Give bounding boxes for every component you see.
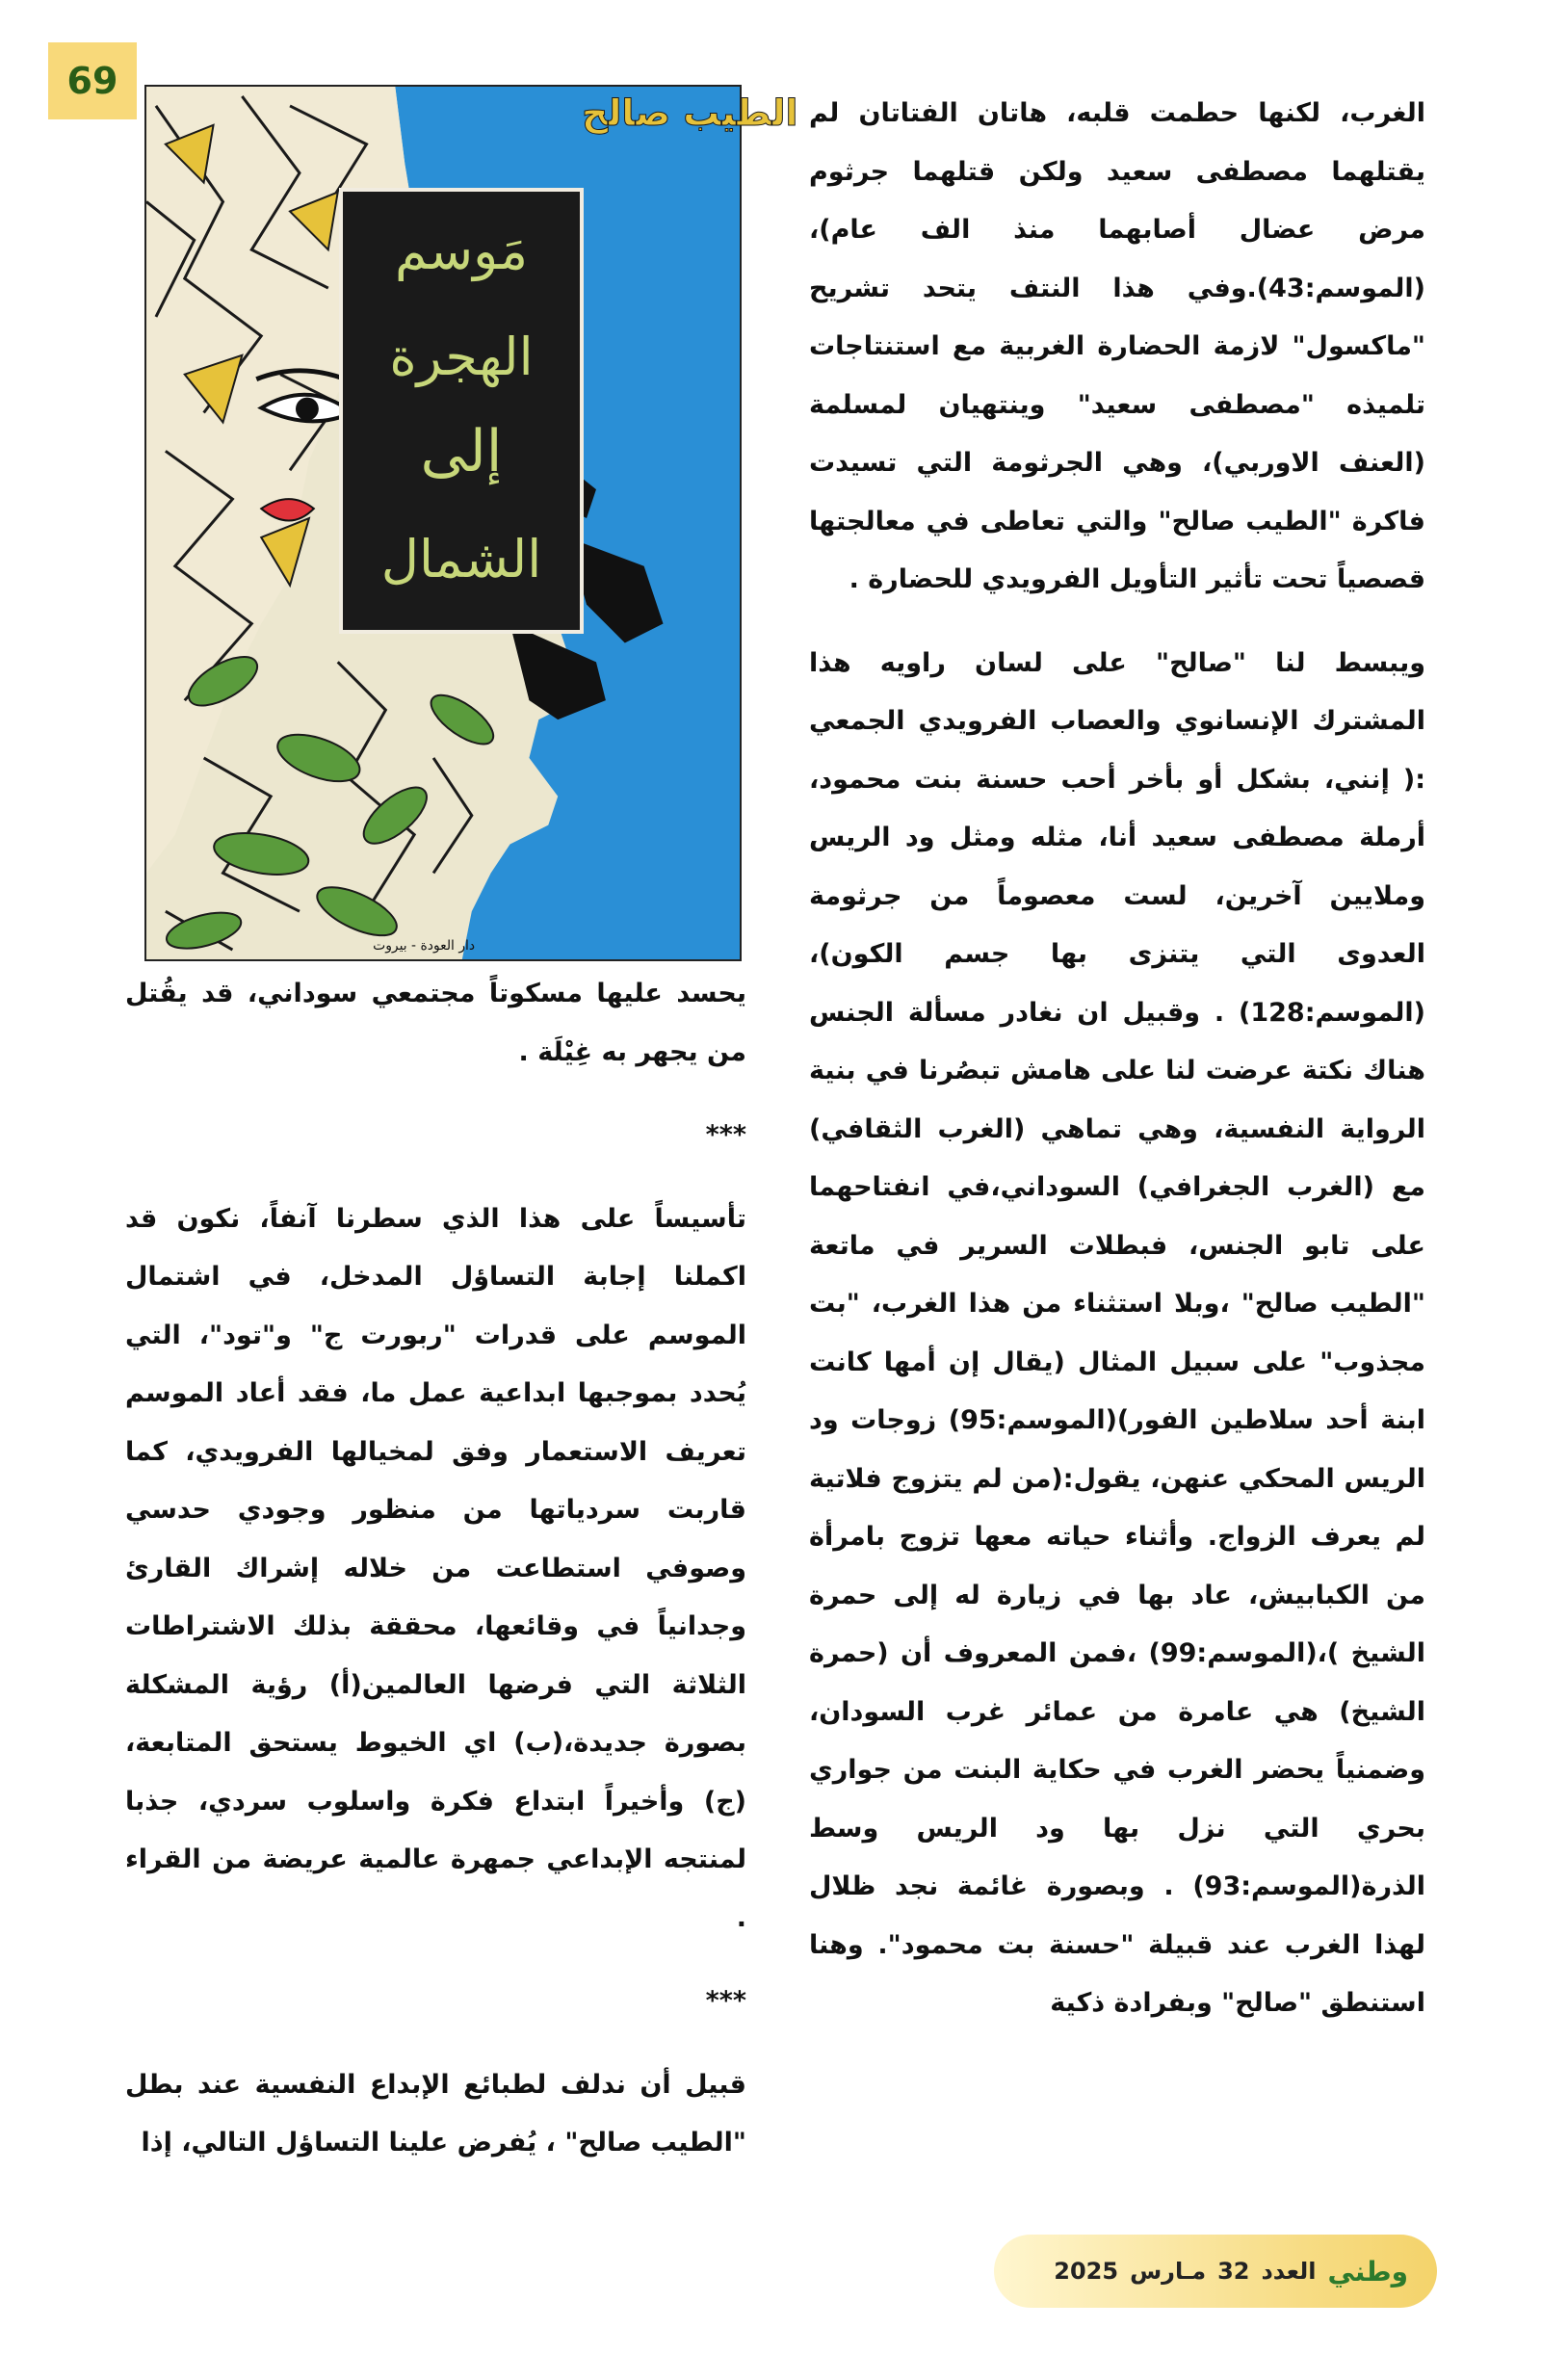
right-paragraph-1: الغرب، لكنها حطمت قلبه، هاتان الفتاتان لم يقتلهما مصطفى سعيد ولكن قتلهما جرثوم مرض عضال أصابهما منذ الف عام)،(الموسم:43).وفي هذا النتف يتحد تشريح "ماكسول" لازمة الحضارة الغربية مع استنتاجات تلميذه "مصطفى سعيد" وينتهيان لمسلمة (العنف الاوربي)، وهي الجرثومة التي تسيدت فاكرة "الطيب صالح" والتي تعاطى في معالجتها قصصياً تحت تأثير التأويل الفرويدي للحضارة . (809, 98, 1425, 594)
cover-publisher: دار العودة - بيروت (373, 938, 476, 955)
left-paragraph-2: قبيل أن ندلف لطبائع الإبداع النفسية عند بطل "الطيب صالح" ، يُفرض علينا التساؤل التالي، إذا (125, 2069, 746, 2158)
footer-issue-info (994, 2235, 1437, 2308)
footer-issue-number: 32 (1217, 2258, 1250, 2285)
right-paragraph-2: ويبسط لنا "صالح" على لسان راويه هذا المشترك الإنسانوي والعصاب الفرويدي الجمعي :( إنني، بشكل أو بأخر أحب حسنة بنت محمود، أرملة مصطفى سعيد أنا، مثله ومثل ود الريس وملايين آخرين، لست معصوماً من جرثومة العدوى التي يتنزى بها جسم الكون)،(الموسم:128) . وقبيل ان نغادر مسألة الجنس هناك نكتة عرضت لنا على هامش تبصُرنا في بنية الرواية النفسية، وهي تماهي (الغرب الثقافي) مع (الغرب الجغرافي) السوداني،في انفتاحهما على تابو الجنس، فبطلات السرير في ماتعة "الطيب صالح" ،وبلا استثناء من هذا الغرب، "بت مجذوب" على سبيل المثال (يقال إن أمها كانت ابنة أحد سلاطين الفور)(الموسم:95) زوجات ود الريس المحكي عنهن، يقول:(من لم يتزوج فلاتية لم يعرف الزواج. وأثناء حياته معها تزوج بامرأة من الكبابيش، عاد بها في زيارة له إلى حمرة الشيخ )،(الموسم:99) ،فمن المعروف أن (حمرة الشيخ) هي عامرة من عمائر غرب السودان، وضمنياً يحضر الغرب في حكاية البنت من جواري بحري التي نزل بها ود الريس وسط الذرة(الموسم:93) . وبصورة غائمة نجد ظلال لهذا الغرب عند قبيلة "حسنة بت محمود". وهنا استنطق "صالح" وبفرادة ذكية (809, 647, 1425, 2018)
footer-year: 2025 (1054, 2258, 1119, 2285)
section-separator-2: *** (705, 1986, 746, 2016)
cover-title-line-4: الشمال (380, 529, 542, 589)
book-cover-image (144, 85, 798, 961)
cover-title-line-2: الهجرة (389, 327, 534, 387)
footer-issue-label: العدد (1261, 2258, 1317, 2285)
right-column (809, 85, 1425, 2033)
footer-month: مـارس (1130, 2258, 1207, 2285)
cover-title-line-3: إلى (420, 418, 503, 485)
page-number: 69 (48, 42, 137, 119)
left-column (125, 965, 746, 2173)
footer-brand: وطني (1327, 2255, 1408, 2288)
cover-title-box (339, 188, 584, 634)
cover-title-line-1: مَوسم (394, 221, 529, 281)
image-caption: يحسد عليها مسكوتاً مجتمعي سوداني، قد يقُتل من يجهر به غِيْلَة . (125, 979, 746, 1067)
left-paragraph-1: تأسيساً على هذا الذي سطرنا آنفاً، نكون قد اكملنا إجابة التساؤل المدخل، في اشتمال الموسم على قدرات "ربورت ج" و"تود"، التي يُحدد بموجبها ابداعية عمل ما، فقد أعاد الموسم تعريف الاستعمار وفق لمخيالها الفرويدي، كما قاربت سردياتها من منظور وجودي حدسي وصوفي استطاعت من خلاله إشراك القارئ وجدانياً في وقائعها، محققة بذلك الاشتراطات الثلاثة التي فرضها العالمين(أ) رؤية المشكلة بصورة جديدة،(ب) اي الخيوط يستحق المتابعة، (ج) وأخيراً ابتداع فكرة واسلوب سردي، جذبا لمنتجه الإبداعي جمهرة عالمية عريضة من القراء . (125, 1203, 746, 1933)
cover-title (343, 192, 580, 630)
cover-author: الطيب صالح (582, 91, 798, 134)
section-separator: *** (705, 1120, 746, 1150)
